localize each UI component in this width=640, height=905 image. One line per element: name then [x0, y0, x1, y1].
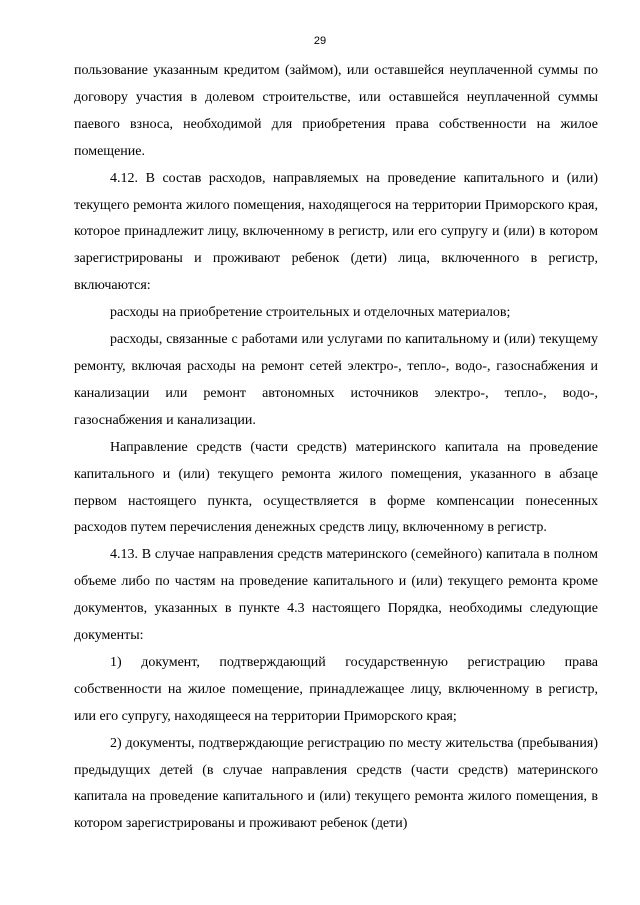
paragraph: Направление средств (части средств) материнского капитала на проведение капитального и (или) текущего ремонта жилого помещения, указанного в абзаце первом настоящего пункта, осуществляется в форме компенсации понесенных расходов путем перечисления денежных средств лицу, включенному в регистр.	[74, 439, 598, 536]
paragraph: пользование указанным кредитом (займом), или оставшейся неуплаченной суммы по договору участия в долевом строительстве, или оставшейся неуплаченной суммы паевого взноса, необходимой для приобретения права собственности на жилое помещение.	[74, 63, 598, 159]
paragraph: расходы на приобретение строительных и отделочных материалов;	[110, 305, 511, 321]
paragraph: 2) документы, подтверждающие регистрацию по месту жительства (пребывания) предыдущих детей (в случае направления средств (части средств) материнского капитала на проведение капитального и (или) текущего ремонта жилого помещения, в котором зарегистрированы и проживают ребенок (дети)	[74, 735, 598, 832]
document-body	[74, 58, 598, 838]
paragraph: 1) документ, подтверждающий государственную регистрацию права собственности на жилое помещение, принадлежащее лицу, включенному в регистр, или его супругу, находящееся на территории Приморского края;	[74, 654, 598, 724]
paragraph: 4.13. В случае направления средств материнского (семейного) капитала в полном объеме либо по частям на проведение капитального и (или) текущего ремонта кроме документов, указанных в пункте 4.3 настоящего Порядка, необходимы следующие документы:	[74, 547, 598, 644]
page-number: 29	[313, 35, 327, 47]
paragraph: 4.12. В состав расходов, направляемых на проведение капитального и (или) текущего ремонта жилого помещения, находящегося на территории Приморского края, которое принадлежит лицу, включенному в регистр, или его супругу и (или) в котором зарегистрированы и проживают ребенок (дети) лица, включенного в регистр, включаются:	[74, 170, 598, 294]
paragraph: расходы, связанные с работами или услугами по капитальному и (или) текущему ремонту, включая расходы на ремонт сетей электро-, тепло-, водо-, газоснабжения и канализации или ремонт автономных источников электро-, тепло-, водо-, газоснабжения и канализации.	[74, 332, 598, 428]
